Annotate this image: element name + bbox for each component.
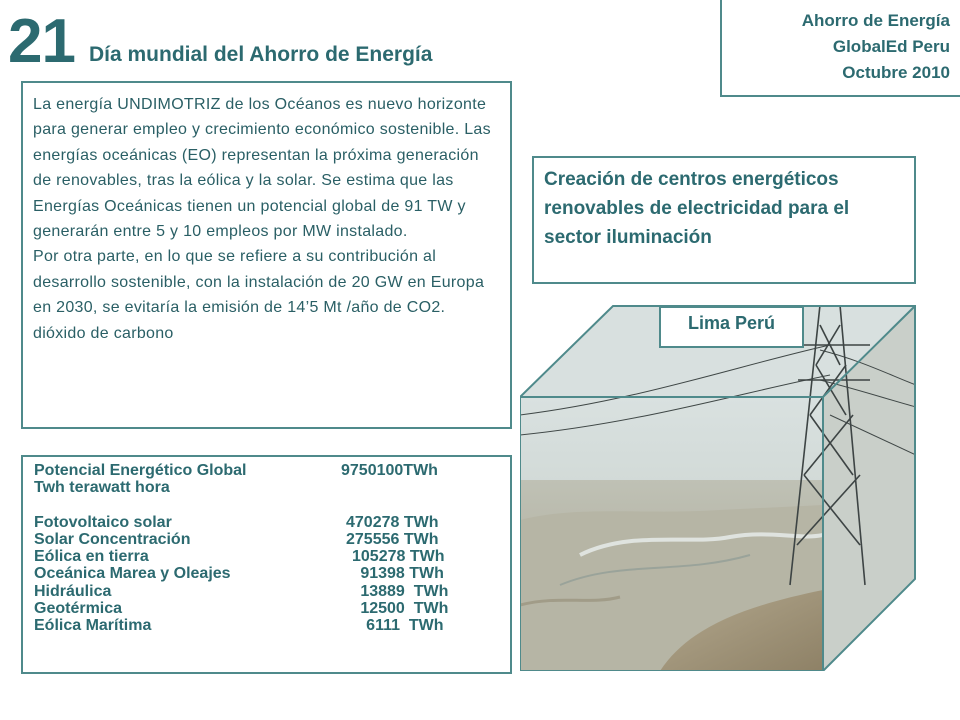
unit-note-text: Twh terawatt hora	[34, 479, 170, 497]
day-number: 21	[8, 7, 75, 76]
stats-row-label: Eólica en tierra	[34, 548, 149, 566]
stats-row	[34, 514, 510, 531]
headline-box	[532, 156, 916, 284]
energy-potential-box	[21, 455, 512, 674]
lima-photo	[520, 305, 916, 671]
stats-row-value: 13889 TWh	[360, 582, 449, 600]
stats-unit-note	[34, 479, 510, 496]
stats-row-label: Hidráulica	[34, 582, 112, 600]
power-tower-landscape-image	[520, 305, 916, 671]
event-date: Octubre 2010	[842, 63, 950, 82]
photo-caption: Lima Perú	[687, 313, 776, 333]
headline-text: Creación de centros energéticos renovables de electricidad para el sector iluminación	[544, 169, 850, 248]
intro-paragraph-2: Por otra parte, en lo que se refiere a su contribución al desarrollo sostenible, con la instalación de 20 GW en Europa en 2030, se evitaría la emisión de 14’5 Mt /año de CO2. dióxido de carbono	[33, 248, 485, 342]
stats-row	[34, 617, 510, 634]
page-title: Día mundial del Ahorro de Energía	[89, 43, 433, 66]
stats-row-value: 275556 TWh	[346, 530, 439, 548]
event-name: Ahorro de Energía	[801, 11, 950, 30]
stats-row-label: Geotérmica	[34, 600, 123, 618]
event-info-box	[720, 0, 960, 97]
stats-row-label: Fotovoltaico solar	[34, 513, 172, 531]
stats-row-value: 105278 TWh	[352, 548, 445, 566]
stats-row-value: 470278 TWh	[346, 513, 439, 531]
stats-total-label: Potencial Energético Global	[34, 462, 247, 479]
stats-row-label: Solar Concentración	[34, 530, 191, 548]
intro-text-box	[21, 81, 512, 429]
photo-caption-box	[659, 306, 804, 348]
stats-row-value: 6111 TWh	[366, 617, 444, 635]
organization-name: GlobalEd Peru	[832, 37, 950, 56]
intro-paragraph-1: La energía UNDIMOTRIZ de los Océanos es nuevo horizonte para generar empleo y crecimiento económico sostenible. Las energías oceánicas (EO) representan la próxima generación de renovables, tras la eólica y la solar. Se estima que las Energías Oceánicas tienen un potencial global de 91 TW y generarán entre 5 y 10 empleos por MW instalado.	[33, 96, 491, 241]
stats-row-value: 12500 TWh	[360, 600, 449, 618]
stats-row-label: Eólica Marítima	[34, 617, 152, 635]
stats-row-value: 91398 TWh	[360, 565, 444, 583]
stats-total-value: 9750100TWh	[341, 462, 438, 479]
stats-row	[34, 548, 510, 565]
stats-row	[34, 600, 510, 617]
stats-total-row	[34, 462, 510, 479]
stats-row-label: Oceánica Marea y Oleajes	[34, 565, 231, 583]
stats-row	[34, 583, 510, 600]
stats-row	[34, 565, 510, 582]
stats-row	[34, 531, 510, 548]
